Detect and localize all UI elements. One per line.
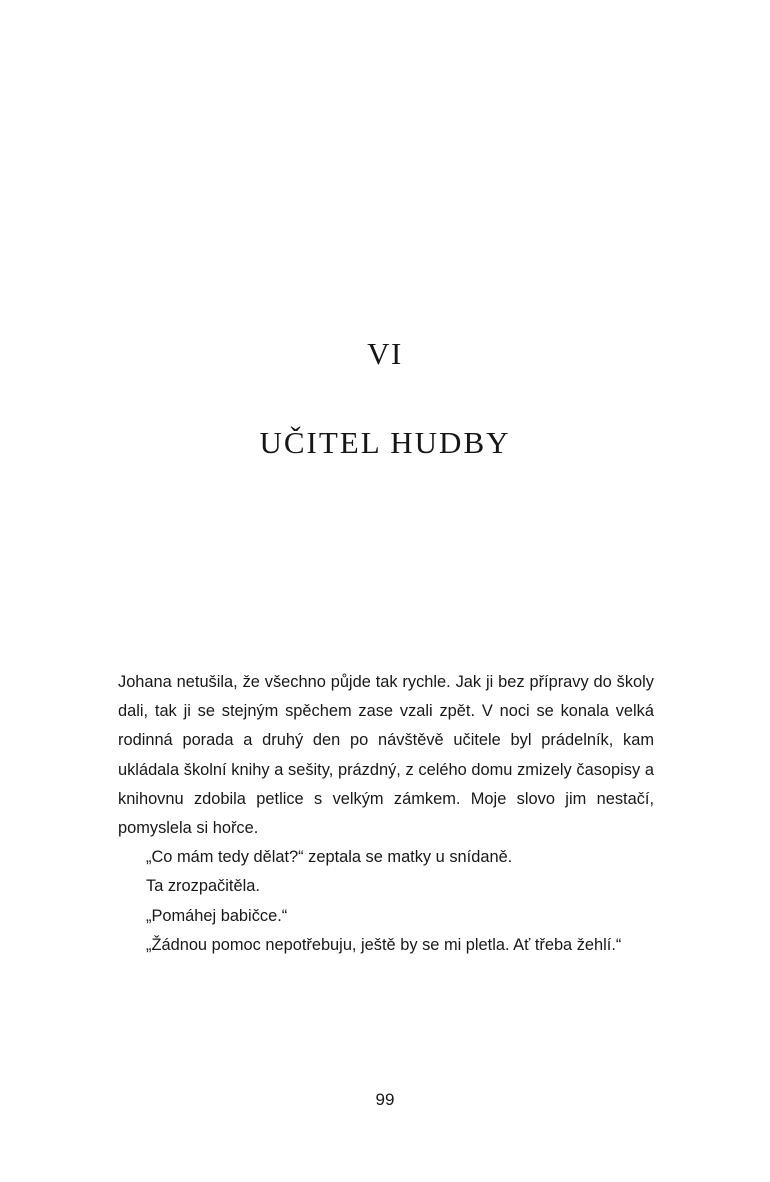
paragraph: Ta zrozpačitěla.	[146, 877, 260, 896]
chapter-title: UČITEL HUDBY	[259, 425, 511, 460]
body-text	[118, 668, 654, 960]
paragraph: Johana netušila, že všechno půjde tak rychle. Jak ji bez přípravy do školy dali, tak ji se stejným spěchem zase vzali zpět. V noci se konala velká rodinná porada a druhý den po návštěvě učitele byl prádelník, kam ukládala školní knihy a sešity, prázdný, z celého domu zmizely časopisy a knihovnu zdobila petlice s velkým zámkem. Moje slovo jim nestačí, pomyslela si hořce.	[118, 673, 654, 838]
page-number: 99	[375, 1090, 395, 1109]
chapter-number: VI	[367, 336, 403, 371]
paragraph: „Pomáhej babičce.“	[146, 906, 288, 925]
paragraph: „Žádnou pomoc nepotřebuju, ještě by se mi pletla. Ať třeba žehlí.“	[146, 935, 622, 954]
paragraph: „Co mám tedy dělat?“ zeptala se matky u snídaně.	[146, 848, 513, 867]
